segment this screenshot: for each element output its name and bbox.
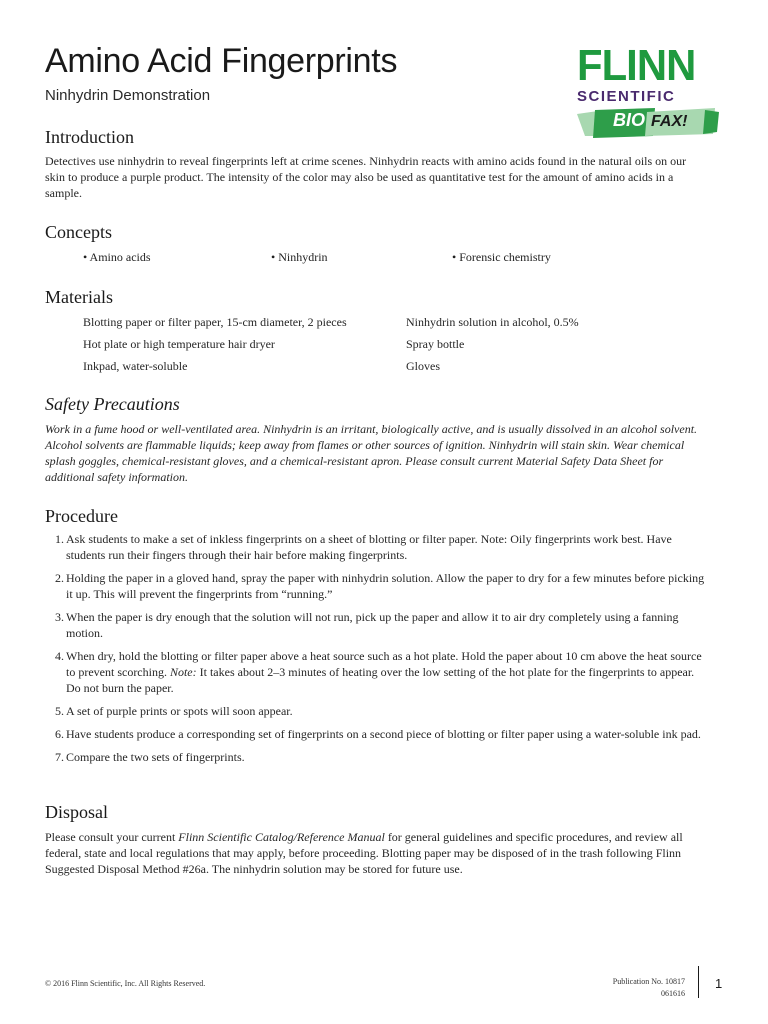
procedure-step: 4. When dry, hold the blotting or filter paper above a heat source such as a hot plate. Hold the paper about 10 cm above the heat source to prevent scorching. Note: It takes about 2–3 minutes of heating over the low setting of the hot plate for the fingerprints to appear. Do not burn the paper. [55, 649, 702, 695]
procedure-step: 2. Holding the paper in a gloved hand, spray the paper with ninhydrin solution. Allow the paper to dry for a few minutes before picking it up. This will prevent the fingerprints from “running.” [55, 571, 705, 601]
page-title: Amino Acid Fingerprints [45, 42, 398, 80]
material-item: Ninhydrin solution in alcohol, 0.5% [406, 315, 579, 329]
footer-copyright: © 2016 Flinn Scientific, Inc. All Rights Reserved. [45, 979, 206, 988]
material-item: Inkpad, water-soluble [83, 359, 188, 373]
logo-scientific-text: SCIENTIFIC [577, 88, 676, 105]
material-item: Hot plate or high temperature hair dryer [83, 337, 275, 351]
logo-flinn-text: FLINN [577, 41, 696, 90]
disposal-heading: Disposal [45, 802, 108, 822]
material-item: Spray bottle [406, 337, 465, 351]
page-number: 1 [715, 976, 723, 991]
safety-text: Work in a fume hood or well-ventilated area. Ninhydrin is an irritant, biologically active, and is usually dissolved in an alcohol solvent. Alcohol solvents are flammable liquids; keep away from flames or other sources of ignition. Ninhydrin will stain skin. Wear chemical splash goggles, chemical-resistant gloves, and a chemical-resistant apron. Please consult current Material Safety Data Sheet for additional safety information. [45, 422, 698, 484]
page-subtitle: Ninhydrin Demonstration [45, 87, 211, 104]
procedure-step: 6. Have students produce a corresponding set of fingerprints on a second piece of blotting or filter paper using a water-soluble ink pad. [55, 727, 701, 741]
procedure-step: 1. Ask students to make a set of inkless fingerprints on a sheet of blotting or filter paper. Note: Oily fingerprints work best. Have students run their fingers through their hair before making fingerprints. [55, 532, 672, 562]
introduction-text: Detectives use ninhydrin to reveal fingerprints left at crime scenes. Ninhydrin reacts with amino acids found in the natural oils on our skin to produce a purple product. The intensity of the color may also be used as quantitative test for the amount of amino acids in a sample. [45, 154, 687, 200]
procedure-step: 5. A set of purple prints or spots will soon appear. [55, 704, 293, 718]
flinn-logo [575, 41, 720, 140]
concepts-list [83, 250, 683, 266]
procedure-step: 3. When the paper is dry enough that the solution will not run, pick up the paper and allow it to air dry completely using a fanning motion. [55, 610, 679, 640]
logo-ribbon-icon [575, 106, 720, 140]
footer-publication [613, 976, 685, 1000]
concept-item: • Amino acids [83, 250, 151, 264]
concept-item: • Forensic chemistry [452, 250, 551, 264]
procedure-heading: Procedure [45, 506, 118, 526]
disposal-text: Please consult your current Flinn Scientific Catalog/Reference Manual for general guidelines and specific procedures, and review all federal, state and local regulations that may apply, before proceeding. Blotting paper may be disposed of in the trash following Flinn Suggested Disposal Method #26a. The ninhydrin solution may be stored for future use. [45, 830, 683, 876]
introduction-heading: Introduction [45, 127, 134, 147]
logo-fax-text: FAX! [651, 113, 688, 130]
procedure-list [45, 531, 710, 772]
publication-number: Publication No. 10817 [612, 977, 685, 986]
procedure-step: 7. Compare the two sets of fingerprints. [55, 750, 245, 764]
concept-item: • Ninhydrin [271, 250, 328, 264]
concepts-heading: Concepts [45, 222, 112, 242]
safety-heading: Safety Precautions [45, 394, 180, 414]
document-page [45, 0, 723, 1024]
material-item: Gloves [406, 359, 440, 373]
publication-code: 061616 [661, 989, 685, 998]
materials-heading: Materials [45, 287, 113, 307]
logo-bio-text: BIO [613, 110, 646, 130]
footer-divider [698, 966, 699, 998]
material-item: Blotting paper or filter paper, 15-cm diameter, 2 pieces [83, 315, 347, 329]
